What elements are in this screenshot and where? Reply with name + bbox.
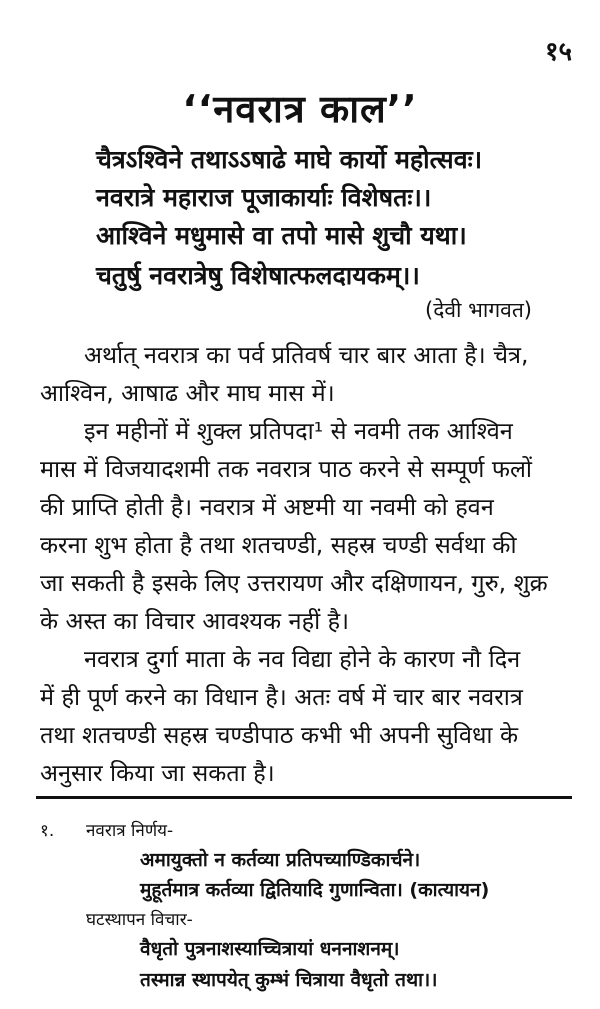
- footnote-subtitle: घटस्थापन विचार-: [86, 910, 193, 930]
- paragraph-line: अर्थात् नवरात्र का पर्व प्रतिवर्ष चार बार आता है। चैत्र,: [84, 341, 529, 369]
- footnote-title: नवरात्र निर्णय-: [86, 821, 174, 841]
- verse-source: (देवी भागवत): [425, 298, 532, 322]
- verse-line-3: आश्विने मधुमासे वा तपो मासे शुचौ यथा।: [96, 221, 467, 250]
- paragraph-line: के अस्त का विचार आवश्यक नहीं है।: [40, 607, 350, 635]
- paragraph-line: में ही पूर्ण करने का विधान है। अतः वर्ष में चार बार नवरात्र: [40, 683, 523, 711]
- footnote-verse-line: वैधृतो पुत्रनाशस्याच्चित्रायां धननाशनम्।: [140, 938, 400, 960]
- verse-line-4: चतुर्षु नवरात्रेषु विशेषात्फलदायकम्।।: [96, 261, 420, 290]
- paragraph-line: की प्राप्ति होती है। नवरात्र में अष्टमी या नवमी को हवन: [40, 493, 494, 521]
- page-number: १५: [544, 37, 572, 67]
- paragraph-line: नवरात्र दुर्गा माता के नव विद्या होने के कारण नौ दिन: [84, 645, 521, 673]
- paragraph-line: आश्विन, आषाढ और माघ मास में।: [40, 379, 335, 407]
- verse-line-1: चैत्रऽश्विने तथाऽऽषाढे माघे कार्यो महोत्सवः।: [96, 145, 483, 174]
- chapter-title: ‘‘नवरात्र काल’’: [182, 87, 418, 131]
- paragraph-line: जा सकती है इसके लिए उत्तरायण और दक्षिणायन, गुरु, शुक्र: [40, 569, 548, 597]
- verse-line-2: नवरात्रे महाराज पूजाकार्याः विशेषतः।।: [96, 183, 432, 212]
- footnote-number: १.: [40, 821, 55, 841]
- paragraph-line: तथा शतचण्डी सहस्र चण्डीपाठ कभी भी अपनी सुविधा के: [40, 721, 519, 749]
- paragraph-line: अनुसार किया जा सकता है।: [40, 759, 275, 787]
- footnote-verse-line: मुहूर्तमात्र कर्तव्या द्वितियादि गुणान्विता। (कात्यायन): [140, 879, 490, 901]
- paragraph-line: इन महीनों में शुक्ल प्रतिपदा¹ से नवमी तक आश्विन: [84, 417, 513, 445]
- footnote-divider: [36, 796, 572, 799]
- paragraph-line: मास में विजयादशमी तक नवरात्र पाठ करने से सम्पूर्ण फलों: [40, 455, 532, 483]
- footnote-verse-line: तस्मान्न स्थापयेत् कुम्भं चित्राया वैधृतो तथा।।: [140, 969, 438, 991]
- footnote-verse-line: अमायुक्तो न कर्तव्या प्रतिपच्याण्डिकार्चने।: [140, 849, 421, 871]
- paragraph-line: करना शुभ होता है तथा शतचण्डी, सहस्र चण्डी सर्वथा की: [40, 531, 517, 559]
